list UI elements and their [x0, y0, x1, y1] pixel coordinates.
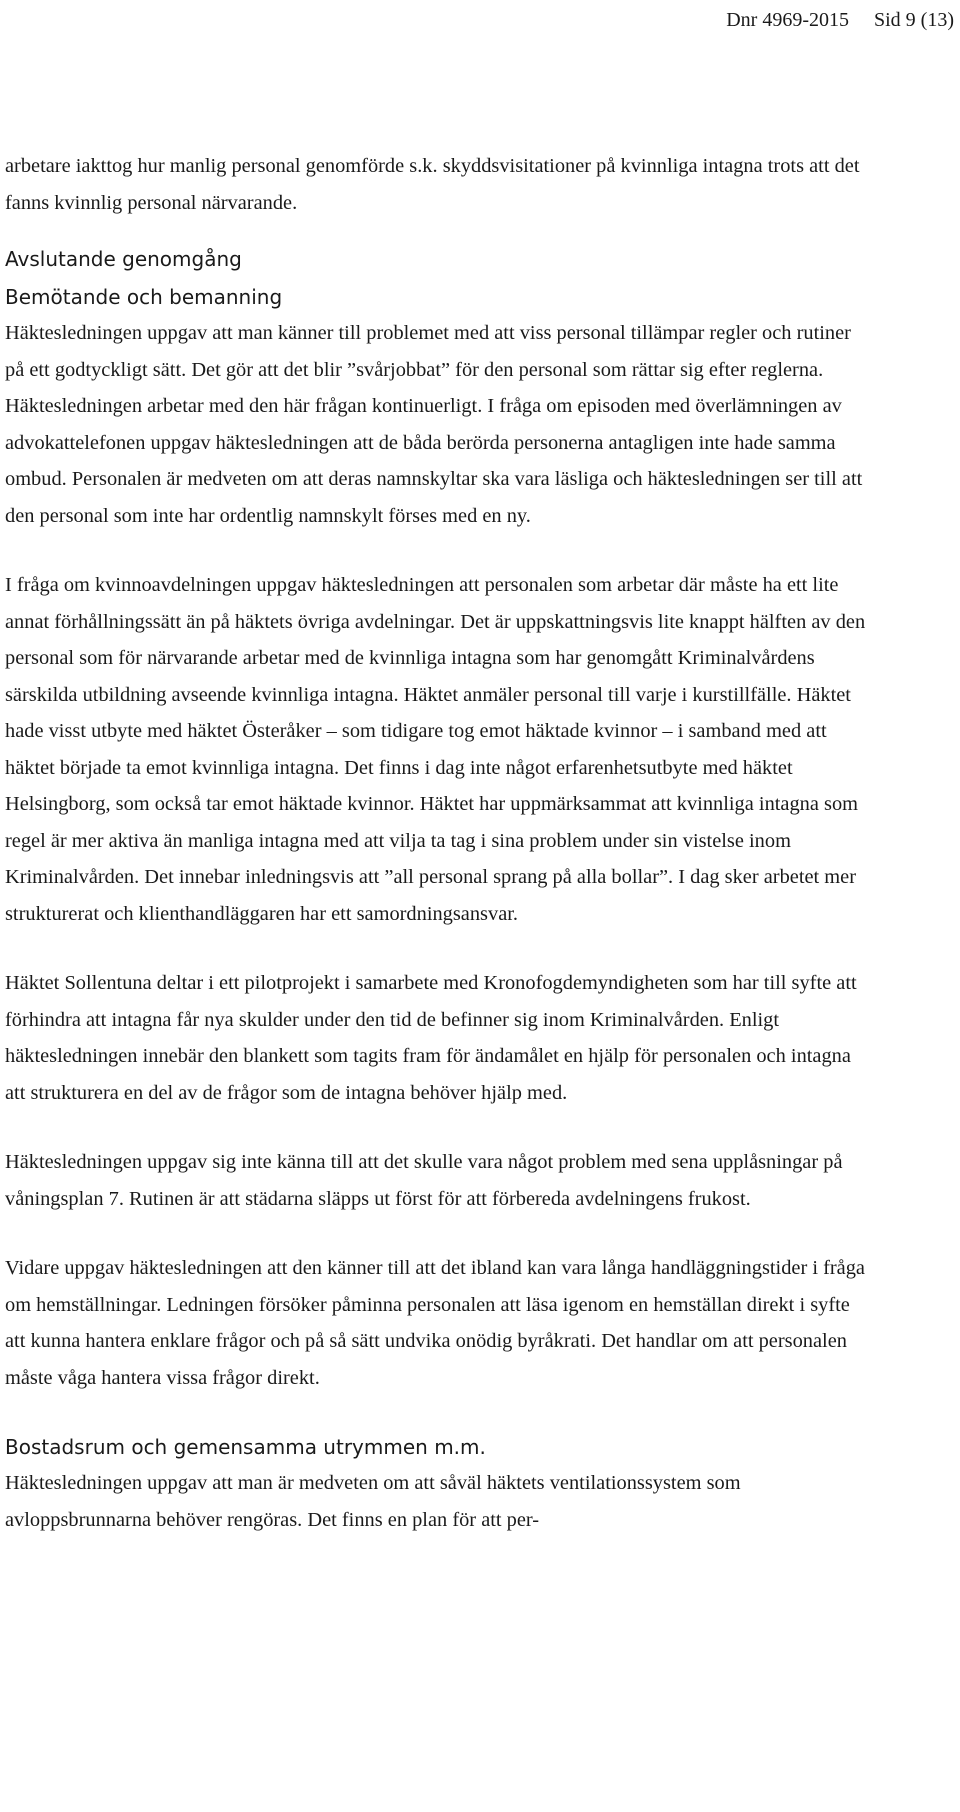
paragraph: Häktet Sollentuna deltar i ett pilotprojekt i samarbete med Kronofogdemyndigheten som har till syfte att förhindra att intagna får nya skulder under den tid de befinner sig inom Kriminalvården. Enligt häktesledningen innebär den blankett som tagits fram för ändamålet en hjälp för personalen och intagna att strukturera en del av de frågor som de intagna behöver hjälp med. [5, 972, 857, 1104]
paragraph: Häktesledningen uppgav sig inte känna till att det skulle vara något problem med sena upplåsningar på våningsplan 7. Rutinen är att städarna släpps ut först för att förbereda avdelningens frukost. [5, 1151, 843, 1210]
continued-paragraph: arbetare iakttog hur manlig personal genomförde s.k. skyddsvisitationer på kvinnliga intagna trots att det fanns kvinnlig personal närvarande. [5, 155, 860, 214]
page-header [726, 4, 954, 36]
page-content [5, 148, 875, 1538]
subsection-heading: Bemötande och bemanning [5, 285, 283, 309]
paragraph: Häktesledningen uppgav att man känner till problemet med att viss personal tillämpar regler och rutiner på ett godtyckligt sätt. Det gör att det blir ”svårjobbat” för den personal som rättar sig efter reglerna. Häktesledningen arbetar med den här frågan kontinuerligt. I fråga om episoden med överlämningen av advokattelefonen uppgav häktesledningen att de båda berörda personerna antagligen inte hade samma ombud. Personalen är medveten om att deras namnskyltar ska vara läsliga och häktesledningen ser till att den personal som inte har ordentlig namnskylt förses med en ny. [5, 322, 863, 527]
case-number: Dnr 4969-2015 [726, 9, 849, 31]
page-number: Sid 9 (13) [874, 9, 954, 31]
paragraph: Vidare uppgav häktesledningen att den känner till att det ibland kan vara långa handläggningstider i fråga om hemställningar. Ledningen försöker påminna personalen att läsa igenom en hemställan direkt i syfte att kunna hantera enklare frågor och på så sätt undvika onödig byråkrati. Det handlar om att personalen måste våga hantera vissa frågor direkt. [5, 1257, 865, 1389]
paragraph: I fråga om kvinnoavdelningen uppgav häktesledningen att personalen som arbetar där måste ha ett lite annat förhållningssätt än på häktets övriga avdelningar. Det är uppskattningsvis lite knappt hälften av den personal som för närvarande arbetar med de kvinnliga intagna som har genomgått Kriminalvårdens särskilda utbildning avseende kvinnliga intagna. Häktet anmäler personal till varje i kurstillfälle. Häktet hade visst utbyte med häktet Österåker – som tidigare tog emot häktade kvinnor – i samband med att häktet började ta emot kvinnliga intagna. Det finns i dag inte något erfarenhetsutbyte med häktet Helsingborg, som också tar emot häktade kvinnor. Häktet har uppmärksammat att kvinnliga intagna som regel är mer aktiva än manliga intagna med att vilja ta tag i sina problem under sin vistelse inom Kriminalvården. Det innebar inledningsvis att ”all personal sprang på alla bollar”. I dag sker arbetet mer strukturerat och klienthandläggaren har ett samordningsansvar. [5, 574, 866, 925]
section-heading: Avslutande genomgång [5, 247, 242, 271]
subsection-heading: Bostadsrum och gemensamma utrymmen m.m. [5, 1435, 486, 1459]
paragraph: Häktesledningen uppgav att man är medveten om att såväl häktets ventilationssystem som avloppsbrunnarna behöver rengöras. Det finns en plan för att per- [5, 1472, 741, 1531]
